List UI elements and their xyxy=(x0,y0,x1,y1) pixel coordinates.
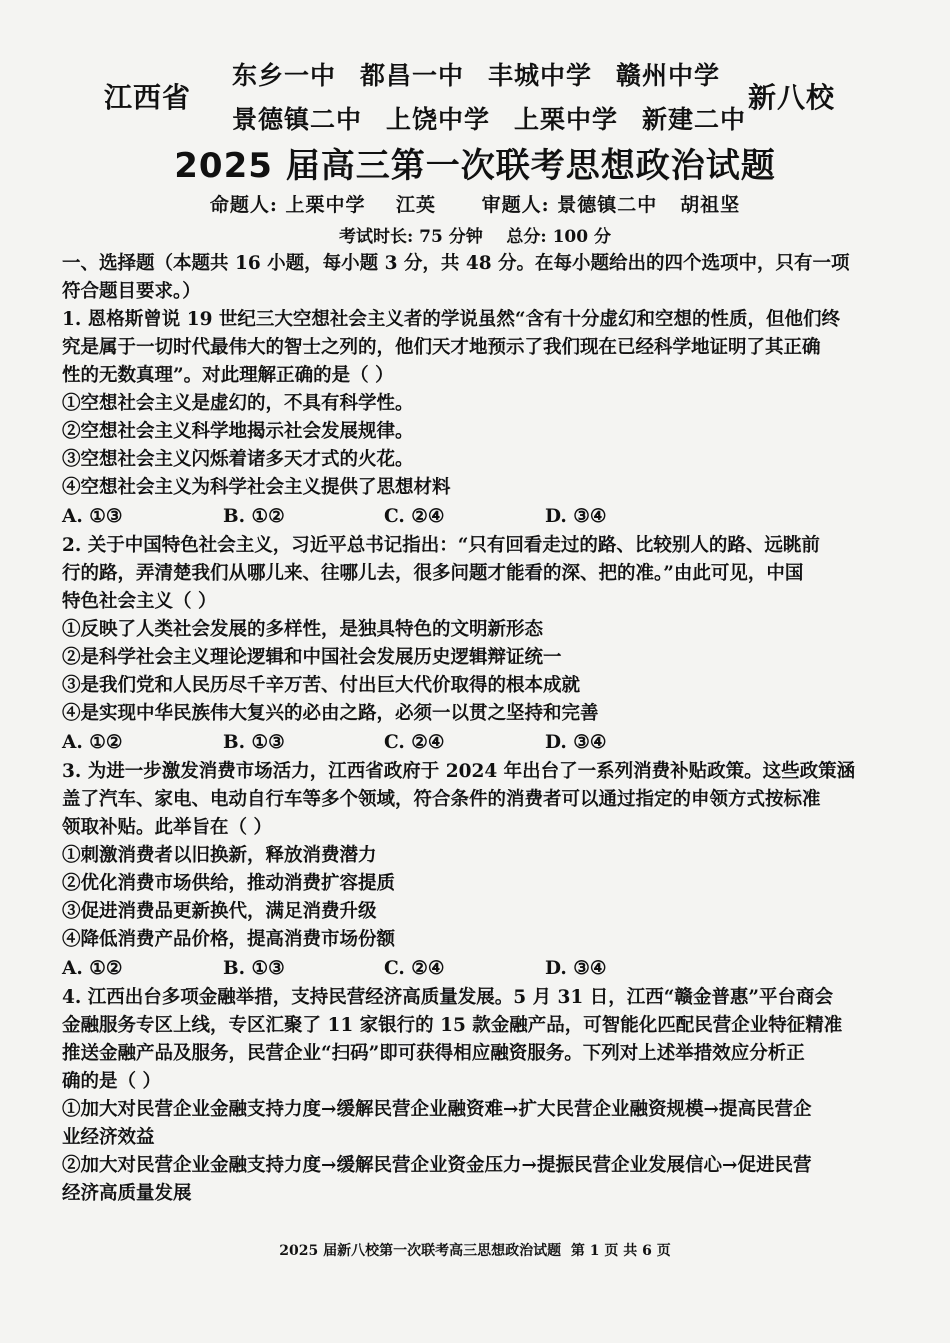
question-stem: 盖了汽车、家电、电动自行车等多个领域，符合条件的消费者可以通过指定的申领方式按标准 xyxy=(62,789,821,810)
question-stem: 推送金融产品及服务，民营企业“扫码”即可获得相应融资服务。下列对上述举措效应分析正 xyxy=(62,1043,805,1064)
school-group-label: 新八校 xyxy=(748,81,836,114)
statement-item: ③是我们党和人民历尽千辛万苦、付出巨大代价取得的根本成就 xyxy=(62,675,581,696)
statement-item: ③促进消费品更新换代，满足消费升级 xyxy=(62,901,377,922)
school-row-2 xyxy=(232,98,747,142)
exam-title: 2025 届高三第一次联考思想政治试题 xyxy=(174,146,776,186)
question-stem: 行的路，弄清楚我们从哪儿来、往哪儿去，很多问题才能看的深、把的准。”由此可见，中国 xyxy=(62,563,804,584)
statement-item: ④空想社会主义为科学社会主义提供了思想材料 xyxy=(62,477,451,498)
question-stem: 领取补贴。此举旨在（ ） xyxy=(62,817,272,838)
option-c: C. ②④ xyxy=(384,506,445,527)
statement-item: 经济高质量发展 xyxy=(62,1183,192,1204)
question-stem: 2. 关于中国特色社会主义，习近平总书记指出：“只有回看走过的路、比较别人的路、远眺前 xyxy=(62,535,820,556)
question-4 xyxy=(62,984,897,1208)
option-b: B. ①③ xyxy=(223,958,285,979)
school-header xyxy=(0,48,950,138)
option-a: A. ①② xyxy=(62,958,123,979)
school-row-1 xyxy=(232,54,732,98)
question-stem: 金融服务专区上线，专区汇聚了 11 家银行的 15 款金融产品，可智能化匹配民营企业特征精准 xyxy=(62,1015,843,1036)
option-b: B. ①③ xyxy=(223,732,285,753)
statement-item: ③空想社会主义闪烁着诸多天才式的火花。 xyxy=(62,449,414,470)
option-a: A. ①③ xyxy=(62,506,123,527)
section-heading: 符合题目要求。） xyxy=(62,281,201,302)
question-stem: 确的是（ ） xyxy=(62,1071,161,1092)
author-line: 命题人: 上栗中学 江英 审题人: 景德镇二中 胡祖坚 xyxy=(209,194,741,216)
statement-item: ②加大对民营企业金融支持力度→缓解民营企业资金压力→提振民营企业发展信心→促进民营 xyxy=(62,1155,812,1176)
exam-body xyxy=(62,250,897,1208)
option-d: D. ③④ xyxy=(545,958,607,979)
province-label: 江西省 xyxy=(104,81,192,114)
option-b: B. ①② xyxy=(223,506,285,527)
question-1 xyxy=(62,306,897,532)
school-name: 赣州中学 xyxy=(616,61,721,90)
question-stem: 究是属于一切时代最伟大的智士之列的，他们天才地预示了我们现在已经科学地证明了其正确 xyxy=(62,337,821,358)
statement-item: ②是科学社会主义理论逻辑和中国社会发展历史逻辑辩证统一 xyxy=(62,647,562,668)
question-stem: 特色社会主义（ ） xyxy=(62,591,217,612)
page-footer: 2025 届新八校第一次联考高三思想政治试题 第 1 页 共 6 页 xyxy=(279,1243,671,1259)
question-stem: 1. 恩格斯曾说 19 世纪三大空想社会主义者的学说虽然“含有十分虚幻和空想的性质，但他们终 xyxy=(62,309,841,330)
school-name: 上栗中学 xyxy=(514,105,619,134)
statement-item: ①加大对民营企业金融支持力度→缓解民营企业融资难→扩大民营企业融资规模→提高民营企 xyxy=(62,1099,812,1120)
question-stem: 性的无数真理”。对此理解正确的是（ ） xyxy=(62,365,394,386)
statement-item: ④降低消费产品价格，提高消费市场份额 xyxy=(62,929,396,950)
statement-item: ①反映了人类社会发展的多样性，是独具特色的文明新形态 xyxy=(62,619,544,640)
statement-item: ②空想社会主义科学地揭示社会发展规律。 xyxy=(62,421,414,442)
answer-options xyxy=(62,502,897,532)
school-name: 上饶中学 xyxy=(386,105,491,134)
section-heading: 一、选择题（本题共 16 小题，每小题 3 分，共 48 分。在每小题给出的四个选项中，只有一项 xyxy=(62,253,850,274)
option-c: C. ②④ xyxy=(384,958,445,979)
answer-options xyxy=(62,728,897,758)
question-2 xyxy=(62,532,897,758)
statement-item: 业经济效益 xyxy=(62,1127,155,1148)
school-name: 丰城中学 xyxy=(488,61,593,90)
school-name: 景德镇二中 xyxy=(232,105,363,134)
statement-item: ①空想社会主义是虚幻的，不具有科学性。 xyxy=(62,393,414,414)
exam-info: 考试时长: 75 分钟 总分: 100 分 xyxy=(338,227,612,247)
school-name: 东乡一中 xyxy=(232,61,337,90)
answer-options xyxy=(62,954,897,984)
school-name: 都昌一中 xyxy=(360,61,465,90)
statement-item: ①刺激消费者以旧换新，释放消费潜力 xyxy=(62,845,377,866)
option-d: D. ③④ xyxy=(545,506,607,527)
question-stem: 3. 为进一步激发消费市场活力，江西省政府于 2024 年出台了一系列消费补贴政策。这些政策涵 xyxy=(62,761,856,782)
option-d: D. ③④ xyxy=(545,732,607,753)
option-a: A. ①② xyxy=(62,732,123,753)
option-c: C. ②④ xyxy=(384,732,445,753)
question-stem: 4. 江西出台多项金融举措，支持民营经济高质量发展。5 月 31 日，江西“赣金普惠”平台商会 xyxy=(62,987,833,1008)
school-list xyxy=(232,54,747,142)
statement-item: ②优化消费市场供给，推动消费扩容提质 xyxy=(62,873,396,894)
school-name: 新建二中 xyxy=(642,105,747,134)
question-3 xyxy=(62,758,897,984)
statement-item: ④是实现中华民族伟大复兴的必由之路，必须一以贯之坚持和完善 xyxy=(62,703,599,724)
